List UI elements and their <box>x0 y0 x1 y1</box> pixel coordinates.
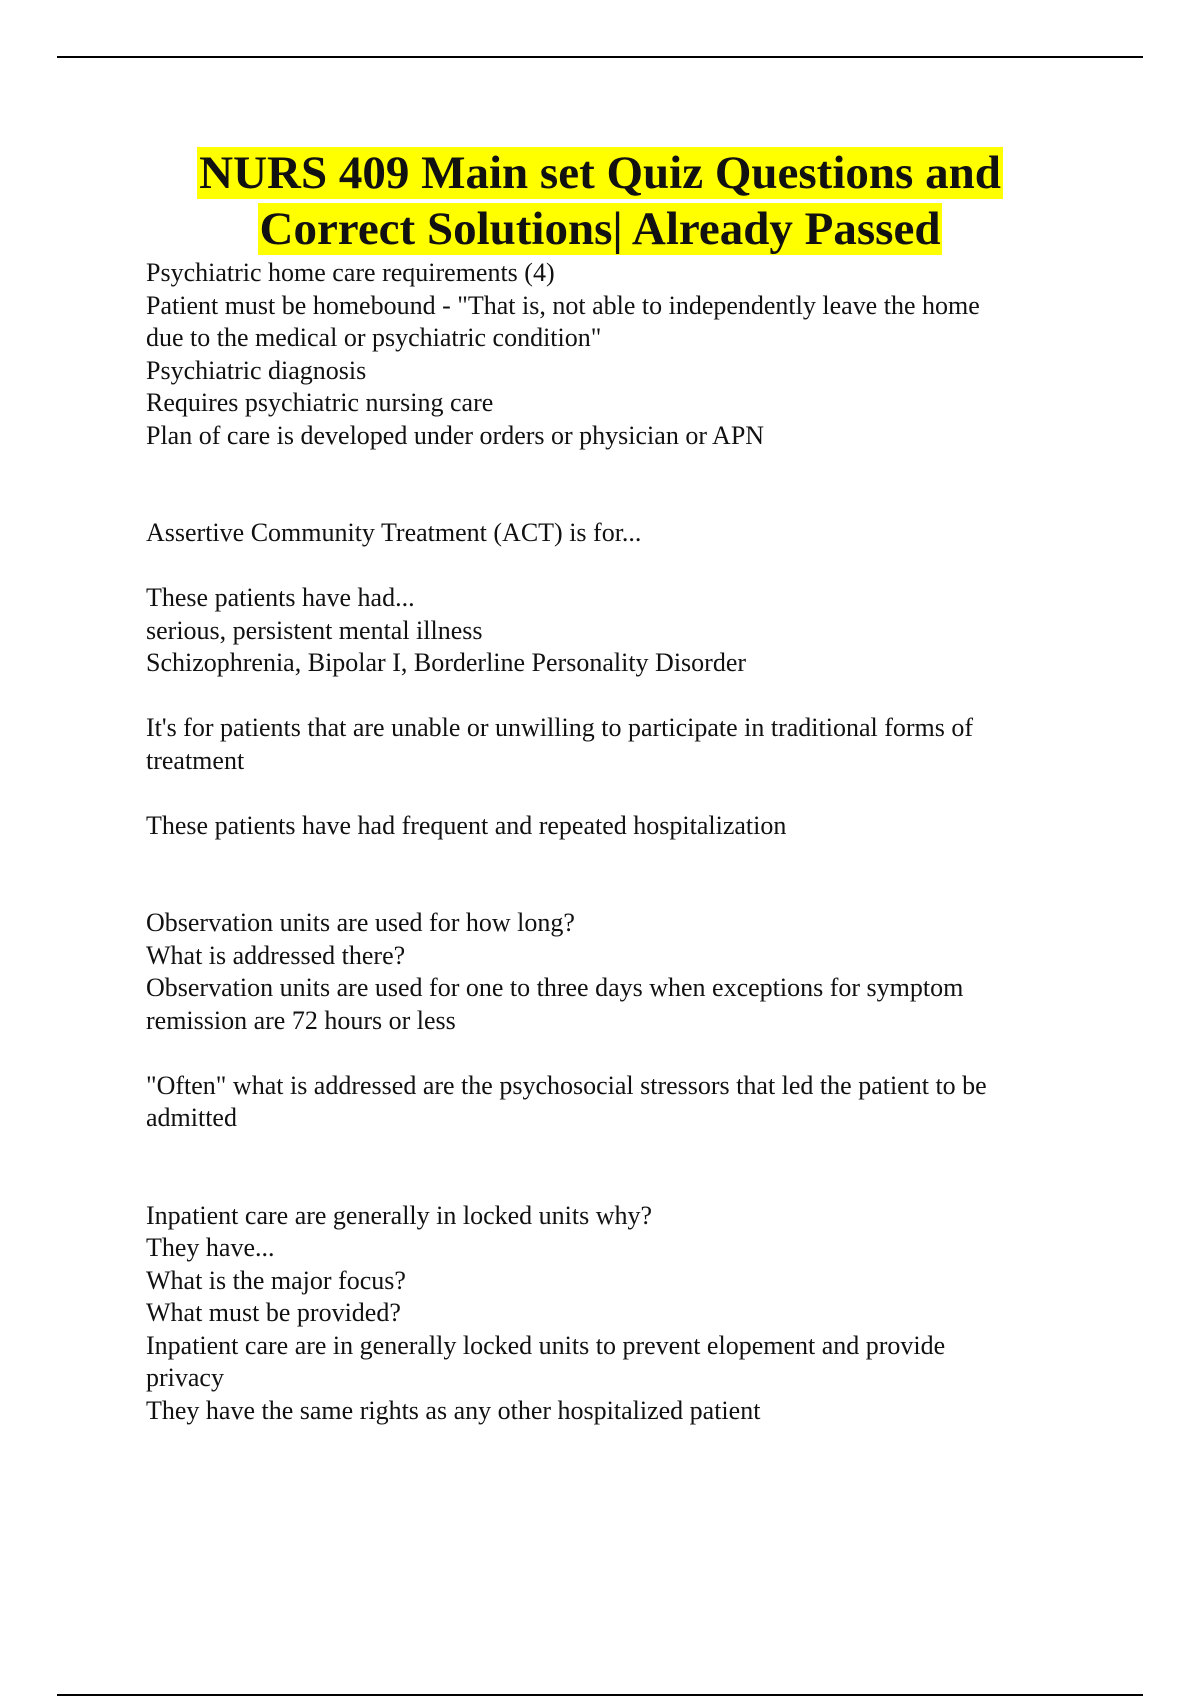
answer-line: Observation units are used for one to three days when exceptions for symptom <box>146 973 964 1002</box>
paragraph-spacer <box>146 1037 1076 1070</box>
document-body <box>146 257 1076 1427</box>
answer-line: remission are 72 hours or less <box>146 1005 456 1035</box>
paragraph-spacer <box>146 550 1076 583</box>
title-line-1: NURS 409 Main set Quiz Questions and <box>199 147 1001 199</box>
question-line: They have... <box>146 1233 275 1262</box>
question-line: What must be provided? <box>146 1298 401 1327</box>
header-rule <box>57 56 1143 58</box>
footer-rule <box>57 1694 1143 1696</box>
question-line: Inpatient care are generally in locked units why? <box>146 1200 653 1230</box>
answer-line: Plan of care is developed under orders or physician or APN <box>146 420 765 450</box>
answer-line: admitted <box>146 1103 237 1132</box>
question-line: Assertive Community Treatment (ACT) is for... <box>146 518 642 547</box>
paragraph-spacer <box>146 777 1076 810</box>
section-spacer <box>146 842 1076 907</box>
answer-line: Inpatient care are in generally locked units to prevent elopement and provide <box>146 1330 946 1360</box>
answer-line: These patients have had... <box>146 583 415 612</box>
answer-line: privacy <box>146 1363 224 1392</box>
answer-line: serious, persistent mental illness <box>146 615 483 645</box>
answer-line: Patient must be homebound - "That is, not able to independently leave the home <box>146 290 980 320</box>
answer-line: Requires psychiatric nursing care <box>146 388 494 417</box>
title-line-2: Correct Solutions| Already Passed <box>259 203 941 255</box>
paragraph-spacer <box>146 680 1076 713</box>
answer-line: due to the medical or psychiatric condition" <box>146 323 602 352</box>
answer-line: They have the same rights as any other hospitalized patient <box>146 1395 761 1425</box>
answer-line: "Often" what is addressed are the psychosocial stressors that led the patient to be <box>146 1070 987 1100</box>
section-spacer <box>146 452 1076 517</box>
question-line: What is the major focus? <box>146 1265 406 1295</box>
answer-line: treatment <box>146 745 245 775</box>
question-line: What is addressed there? <box>146 940 406 970</box>
section-spacer <box>146 1135 1076 1200</box>
answer-line: These patients have had frequent and repeated hospitalization <box>146 810 787 840</box>
page-title <box>0 145 1200 257</box>
question-line: Psychiatric home care requirements (4) <box>146 258 555 287</box>
answer-line: Schizophrenia, Bipolar I, Borderline Personality Disorder <box>146 648 747 677</box>
answer-line: It's for patients that are unable or unwilling to participate in traditional forms of <box>146 713 974 742</box>
question-line: Observation units are used for how long? <box>146 908 575 937</box>
answer-line: Psychiatric diagnosis <box>146 355 367 385</box>
